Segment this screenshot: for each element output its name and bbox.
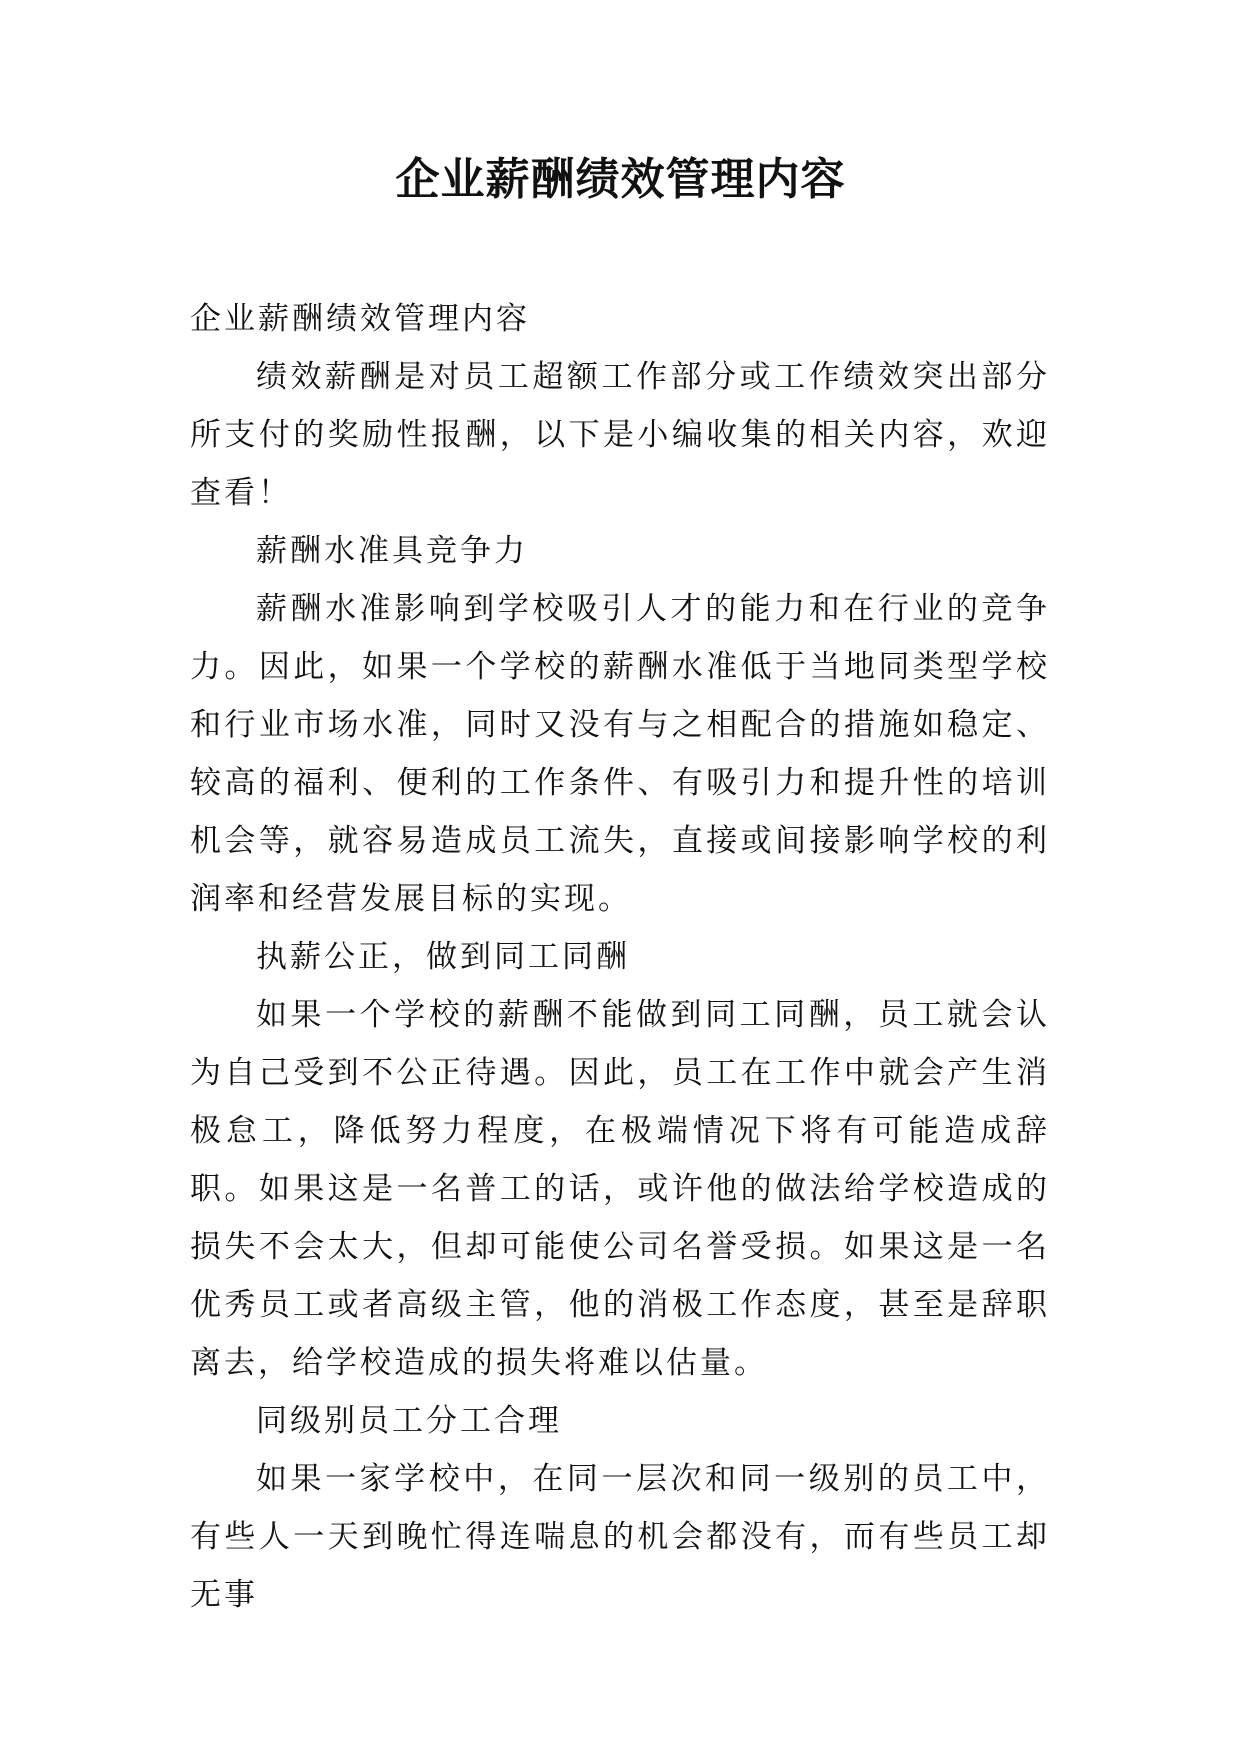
paragraph-intro: 绩效薪酬是对员工超额工作部分或工作绩效突出部分所支付的奖励性报酬，以下是小编收集的相关内容，欢迎查看！ (190, 359, 1050, 511)
paragraph-competitiveness: 薪酬水准影响到学校吸引人才的能力和在行业的竞争力。因此，如果一个学校的薪酬水准低于当地同类型学校和行业市场水准，同时又没有与之相配合的措施如稳定、较高的福利、便利的工作条件、有吸引力和提升性的培训机会等，就容易造成员工流失，直接或间接影响学校的利润率和经营发展目标的实现。 (190, 591, 1050, 917)
document-title: 企业薪酬绩效管理内容 (395, 154, 846, 205)
section-heading-division: 同级别员工分工合理 (256, 1403, 562, 1439)
paragraph-fairness: 如果一个学校的薪酬不能做到同工同酬，员工就会认为自己受到不公正待遇。因此，员工在工作中就会产生消极怠工，降低努力程度，在极端情况下将有可能造成辞职。如果这是一名普工的话，或许他的做法给学校造成的损失不会太大，但却可能使公司名誉受损。如果这是一名优秀员工或者高级主管，他的消极工作态度，甚至是辞职离去，给学校造成的损失将难以估量。 (190, 997, 1050, 1381)
paragraph-subtitle: 企业薪酬绩效管理内容 (190, 301, 530, 337)
paragraph-division: 如果一家学校中，在同一层次和同一级别的员工中，有些人一天到晚忙得连喘息的机会都没有，而有些员工却无事 (190, 1461, 1050, 1613)
section-heading-competitiveness: 薪酬水准具竞争力 (256, 533, 528, 569)
section-heading-fairness: 执薪公正，做到同工同酬 (256, 939, 630, 975)
document-body (190, 290, 1050, 1624)
